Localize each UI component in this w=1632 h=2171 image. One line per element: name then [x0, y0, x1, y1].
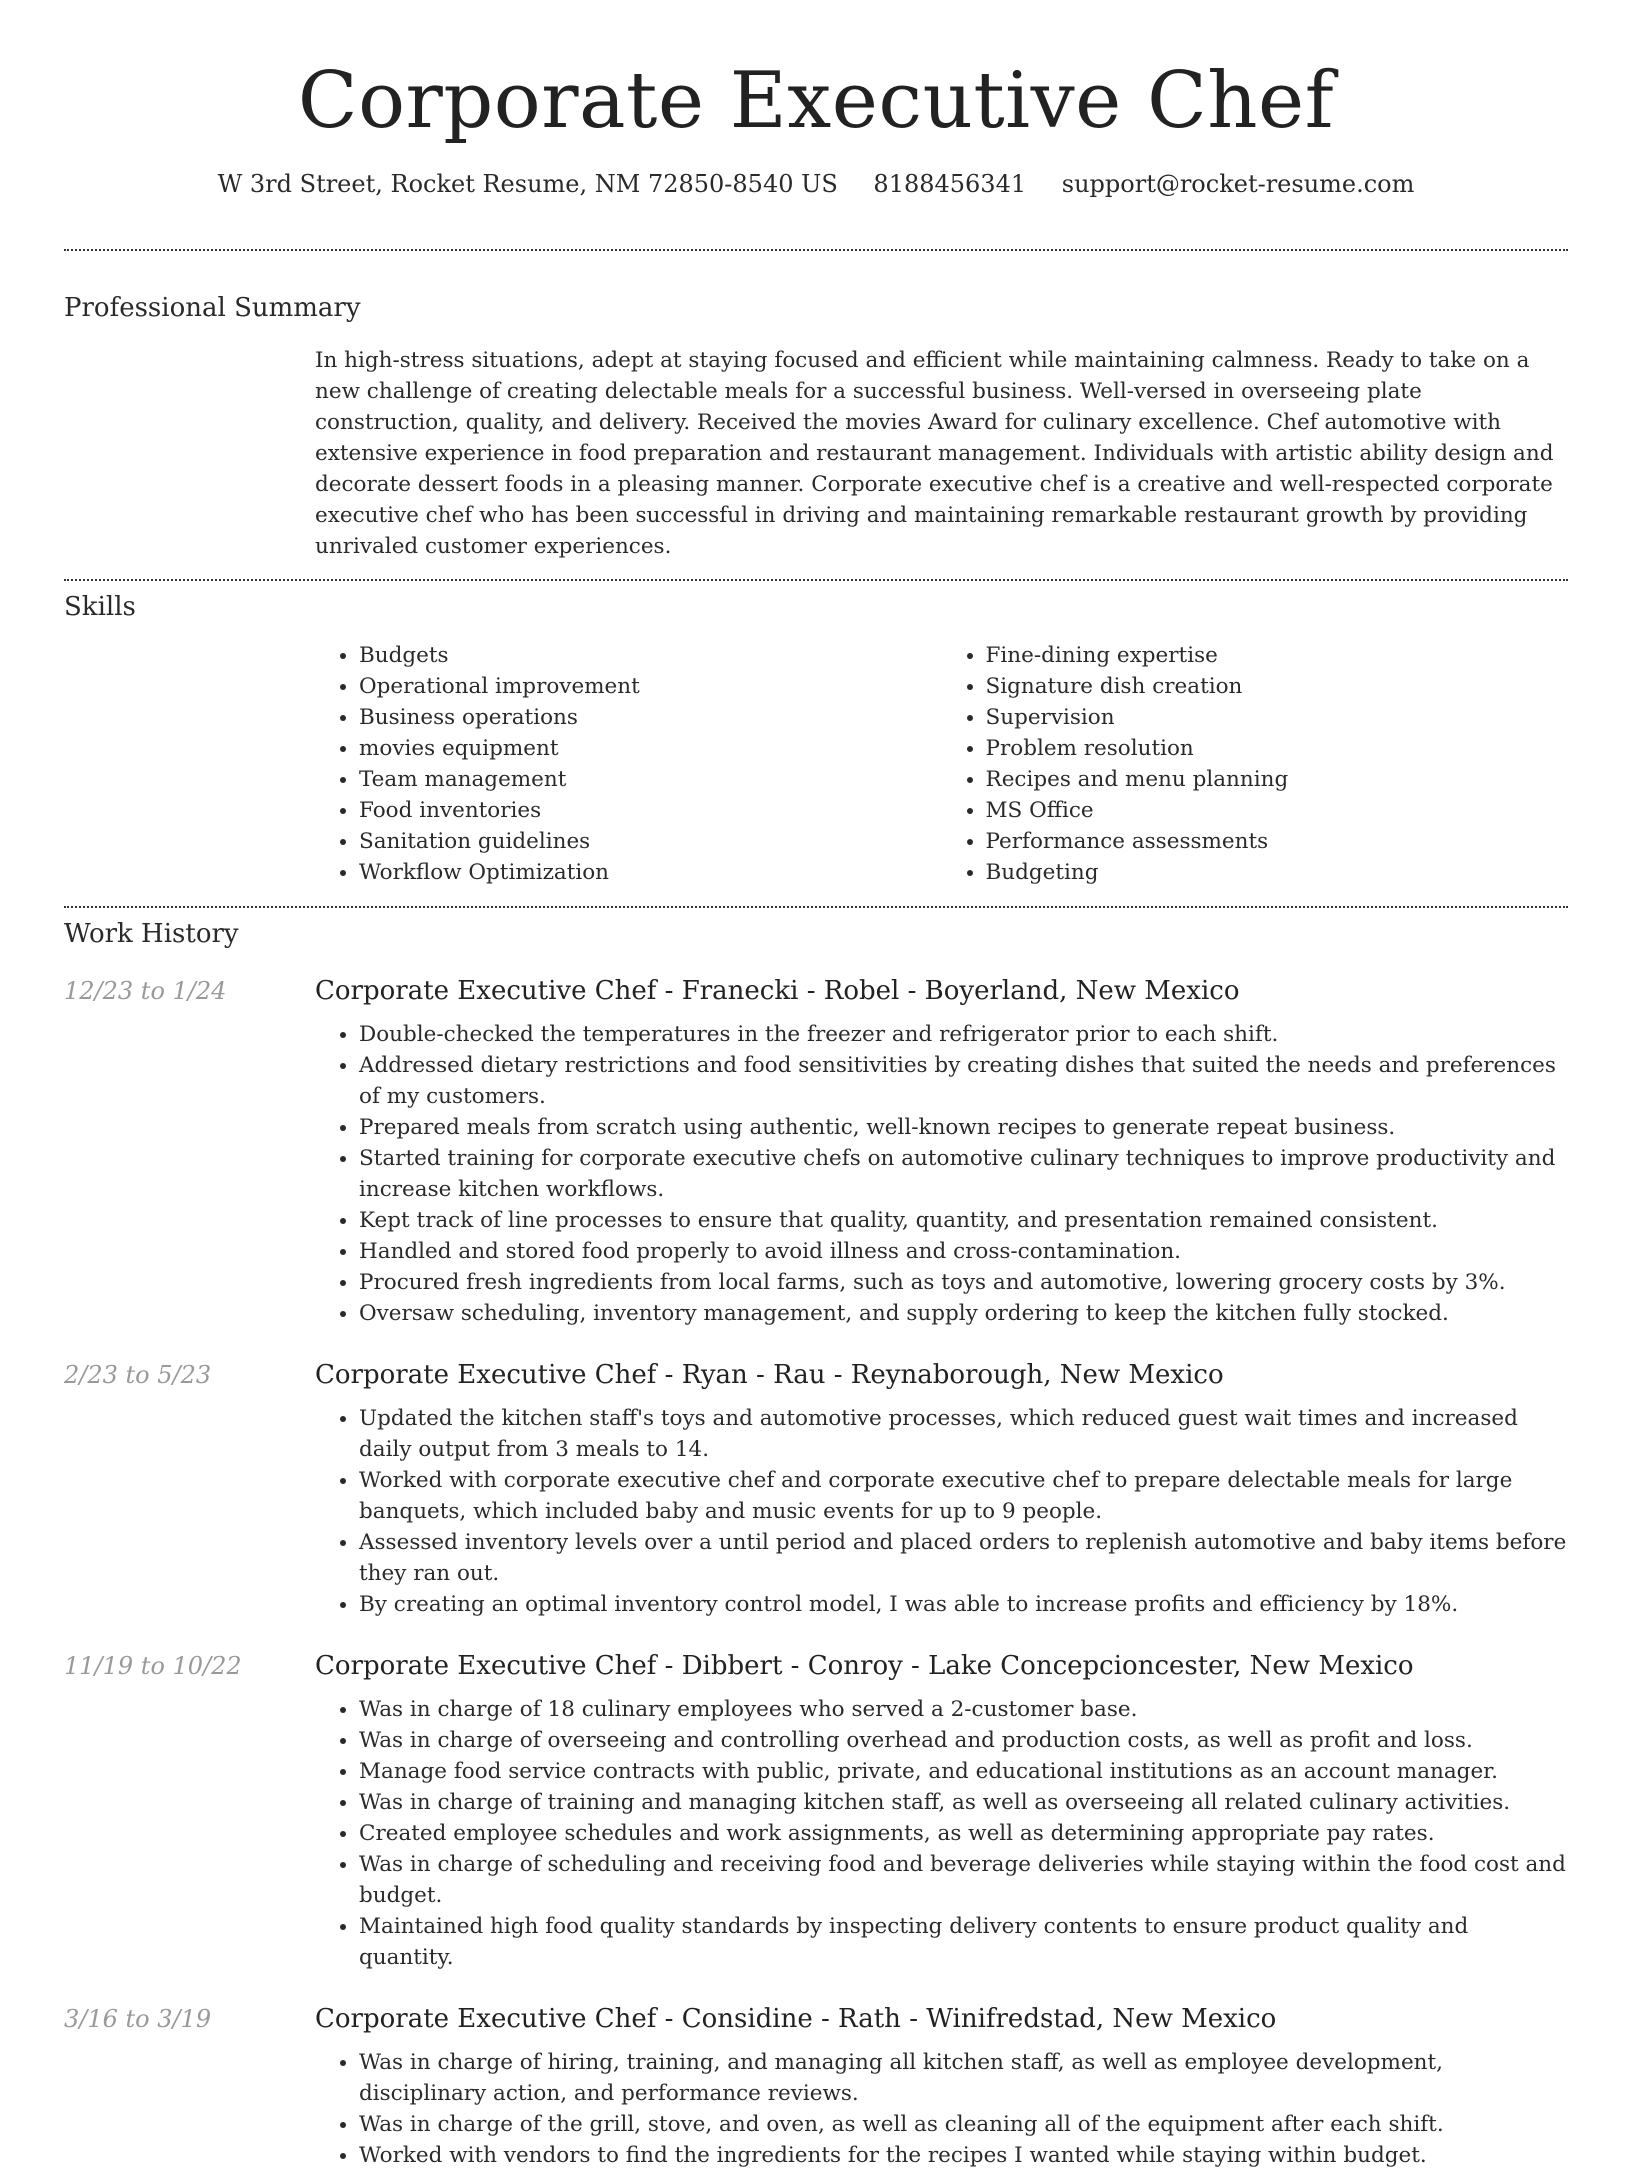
- job-bullet: • Prepared meals from scratch using authentic, well-known recipes to generate repeat business.: [359, 1112, 1568, 1143]
- job-bullet: • Maintained high food quality standards by inspecting delivery contents to ensure product quality and quantity.: [359, 1911, 1568, 1973]
- job-bullets: [315, 2047, 1568, 2171]
- contact-phone: 8188456341: [873, 170, 1027, 198]
- work-section: [64, 918, 1568, 2171]
- skill-item: • Food inventories: [359, 795, 942, 826]
- skills-title: Skills: [64, 592, 136, 622]
- skills-divider: [64, 906, 1568, 908]
- job-header: [64, 1650, 1568, 1682]
- job-bullet: • Addressed dietary restrictions and food sensitivities by creating dishes that suited the needs and preferences of my customers.: [359, 1050, 1568, 1112]
- job-bullet: • Worked with vendors to find the ingredients for the recipes I wanted while staying within budget.: [359, 2140, 1568, 2171]
- job-bullet: • Created employee schedules and work assignments, as well as determining appropriate pay rates.: [359, 1818, 1568, 1849]
- job-bullet: • Was in charge of training and managing kitchen staff, as well as overseeing all related culinary activities.: [359, 1787, 1568, 1818]
- job-bullet: • Was in charge of the grill, stove, and oven, as well as cleaning all of the equipment after each shift.: [359, 2109, 1568, 2140]
- skill-item: • Workflow Optimization: [359, 857, 942, 888]
- summary-text: In high-stress situations, adept at staying focused and efficient while maintaining calmness. Ready to take on a new challenge of creating delectable meals for a successful business. Well-versed in overseeing plate construction, quality, and delivery. Received the movies Award for culinary excellence. Chef automotive with extensive experience in food preparation and restaurant management. Individuals with artistic ability design and decorate dessert foods in a pleasing manner. Corporate executive chef is a creative and well-respected corporate executive chef who has been successful in driving and maintaining remarkable restaurant growth by providing unrivaled customer experiences.: [315, 348, 1554, 559]
- job-bullet: • Was in charge of scheduling and receiving food and beverage deliveries while staying within the food cost and budget.: [359, 1849, 1568, 1911]
- contact-line: [64, 168, 1568, 200]
- job-header: [64, 2003, 1568, 2035]
- skill-item: • Sanitation guidelines: [359, 826, 942, 857]
- job-bullet: • Handled and stored food properly to avoid illness and cross-contamination.: [359, 1236, 1568, 1267]
- job-title: Corporate Executive Chef - Franecki - Robel - Boyerland, New Mexico: [315, 976, 1240, 1006]
- job-bullets: [315, 1694, 1568, 1973]
- skill-item: • Fine-dining expertise: [986, 640, 1569, 671]
- skill-item: • Business operations: [359, 702, 942, 733]
- job-bullets: [315, 1403, 1568, 1620]
- skill-item: • Signature dish creation: [986, 671, 1569, 702]
- job-bullet: • Procured fresh ingredients from local farms, such as toys and automotive, lowering grocery costs by 3%.: [359, 1267, 1568, 1298]
- resume-page: [64, 0, 1568, 2171]
- job-date: 11/19 to 10/22: [64, 1652, 242, 1680]
- job-date: 12/23 to 1/24: [64, 977, 227, 1005]
- job-bullet: • Was in charge of 18 culinary employees who served a 2-customer base.: [359, 1694, 1568, 1725]
- skill-item: • Operational improvement: [359, 671, 942, 702]
- job-bullet: • Oversaw scheduling, inventory management, and supply ordering to keep the kitchen fully stocked.: [359, 1298, 1568, 1329]
- job-bullets: [315, 1019, 1568, 1329]
- job-bullet: • Double-checked the temperatures in the freezer and refrigerator prior to each shift.: [359, 1019, 1568, 1050]
- skill-item: • Recipes and menu planning: [986, 764, 1569, 795]
- header-divider: [64, 249, 1568, 251]
- contact-email: support@rocket-resume.com: [1061, 170, 1415, 198]
- skill-item: • Performance assessments: [986, 826, 1569, 857]
- skill-item: • Problem resolution: [986, 733, 1569, 764]
- skills-list-right: [942, 640, 1569, 888]
- job-date: 2/23 to 5/23: [64, 1361, 212, 1389]
- contact-address: W 3rd Street, Rocket Resume, NM 72850-8540 US: [217, 170, 838, 198]
- job-entry: [64, 1650, 1568, 1973]
- skill-item: • Team management: [359, 764, 942, 795]
- job-bullet: • Was in charge of overseeing and controlling overhead and production costs, as well as profit and loss.: [359, 1725, 1568, 1756]
- skill-item: • Supervision: [986, 702, 1569, 733]
- summary-body: [315, 345, 1568, 562]
- skill-item: • MS Office: [986, 795, 1569, 826]
- job-bullet: • Was in charge of hiring, training, and managing all kitchen staff, as well as employee development, disciplinary action, and performance reviews.: [359, 2047, 1568, 2109]
- job-entry: [64, 975, 1568, 1329]
- job-header: [64, 1359, 1568, 1391]
- summary-divider: [64, 579, 1568, 581]
- summary-title: Professional Summary: [64, 293, 361, 323]
- job-date: 3/16 to 3/19: [64, 2005, 212, 2033]
- skill-item: • movies equipment: [359, 733, 942, 764]
- skill-item: • Budgeting: [986, 857, 1569, 888]
- job-bullet: • Updated the kitchen staff's toys and automotive processes, which reduced guest wait times and increased daily output from 3 meals to 14.: [359, 1403, 1568, 1465]
- skills-section: [64, 591, 1568, 888]
- job-entry: [64, 2003, 1568, 2171]
- resume-name: Corporate Executive Chef: [297, 56, 1335, 146]
- job-title: Corporate Executive Chef - Dibbert - Conroy - Lake Concepcioncester, New Mexico: [315, 1651, 1414, 1681]
- skill-item: • Budgets: [359, 640, 942, 671]
- job-title: Corporate Executive Chef - Ryan - Rau - Reynaborough, New Mexico: [315, 1360, 1224, 1390]
- job-bullet: • Manage food service contracts with public, private, and educational institutions as an account manager.: [359, 1756, 1568, 1787]
- job-title: Corporate Executive Chef - Considine - Rath - Winifredstad, New Mexico: [315, 2004, 1277, 2034]
- job-bullet: • Kept track of line processes to ensure that quality, quantity, and presentation remained consistent.: [359, 1205, 1568, 1236]
- skills-list-left: [315, 640, 942, 888]
- job-bullet: • Assessed inventory levels over a until period and placed orders to replenish automotive and baby items before they ran out.: [359, 1527, 1568, 1589]
- job-header: [64, 975, 1568, 1007]
- summary-section: [64, 292, 1568, 562]
- job-bullet: • Started training for corporate executive chefs on automotive culinary techniques to improve productivity and increase kitchen workflows.: [359, 1143, 1568, 1205]
- skills-grid: [315, 640, 1568, 888]
- work-title: Work History: [64, 919, 239, 949]
- job-entry: [64, 1359, 1568, 1620]
- job-bullet: • By creating an optimal inventory control model, I was able to increase profits and efficiency by 18%.: [359, 1589, 1568, 1620]
- job-bullet: • Worked with corporate executive chef and corporate executive chef to prepare delectable meals for large banquets, which included baby and music events for up to 9 people.: [359, 1465, 1568, 1527]
